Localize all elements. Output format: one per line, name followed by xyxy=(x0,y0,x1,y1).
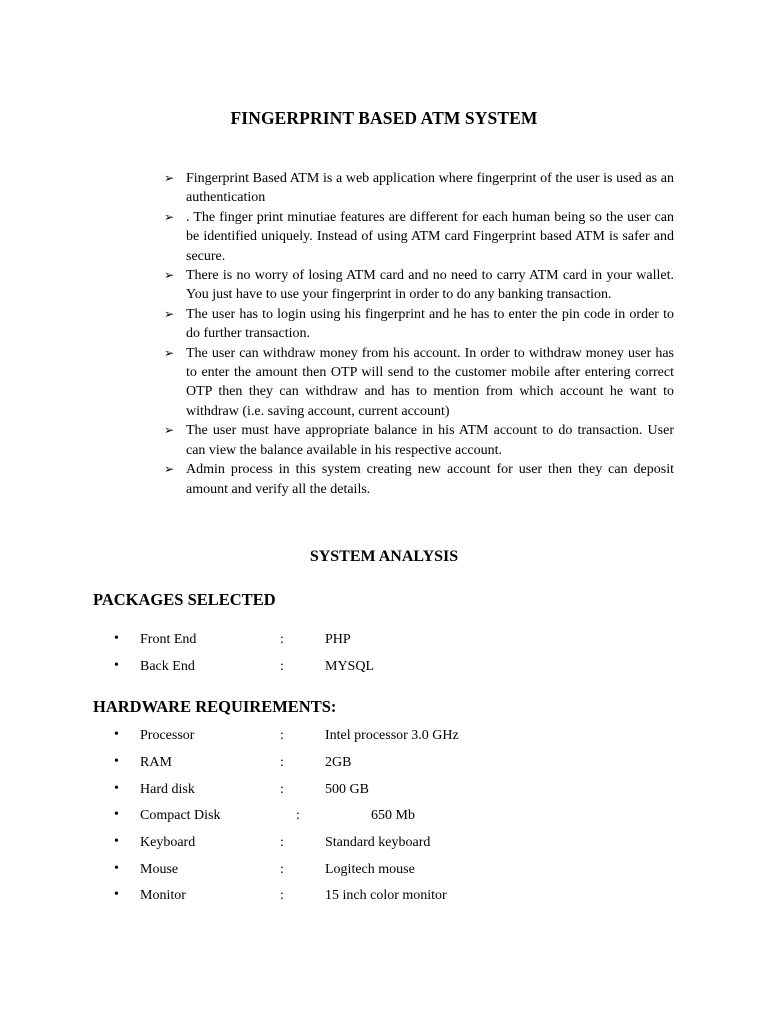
document-title: FINGERPRINT BASED ATM SYSTEM xyxy=(230,108,538,128)
spec-label: RAM xyxy=(140,755,172,770)
bullet-icon: • xyxy=(114,781,119,796)
spec-value: Logitech mouse xyxy=(325,862,415,877)
spec-row-ram xyxy=(114,755,674,775)
arrow-bullet-icon: ➢ xyxy=(164,462,175,477)
spec-colon: : xyxy=(280,835,284,850)
spec-row-monitor xyxy=(114,888,674,908)
spec-label: Hard disk xyxy=(140,782,195,797)
spec-colon: : xyxy=(280,659,284,674)
bullet-icon: • xyxy=(114,727,119,742)
spec-colon: : xyxy=(280,632,284,647)
spec-label: Compact Disk xyxy=(140,808,221,823)
spec-value: 500 GB xyxy=(325,782,369,797)
arrow-bullet-icon: ➢ xyxy=(164,423,175,438)
list-item xyxy=(164,460,674,499)
bullet-icon: • xyxy=(114,834,119,849)
spec-row-hard-disk xyxy=(114,782,674,802)
spec-label: Monitor xyxy=(140,888,186,903)
spec-value: Standard keyboard xyxy=(325,835,431,850)
list-item xyxy=(164,169,674,208)
system-analysis-heading: SYSTEM ANALYSIS xyxy=(309,548,459,565)
spec-colon: : xyxy=(280,782,284,797)
spec-label: Processor xyxy=(140,728,195,743)
arrow-bullet-icon: ➢ xyxy=(164,345,175,360)
spec-row-back-end xyxy=(114,659,674,679)
intro-bullet-list xyxy=(164,169,674,499)
spec-label: Mouse xyxy=(140,862,179,877)
spec-row-front-end xyxy=(114,632,674,652)
spec-colon: : xyxy=(280,862,284,877)
list-item-text: Admin process in this system creating new account for user then they can deposit amount and verify all the details. xyxy=(186,462,674,497)
bullet-icon: • xyxy=(114,807,119,822)
bullet-icon: • xyxy=(114,887,119,902)
spec-colon: : xyxy=(280,888,284,903)
list-item-text: The user has to login using his fingerprint and he has to enter the pin code in order to do further transaction. xyxy=(186,306,674,342)
spec-value: 650 Mb xyxy=(371,808,415,823)
spec-colon: : xyxy=(296,808,300,823)
hardware-requirements-heading: HARDWARE REQUIREMENTS: xyxy=(93,697,337,716)
list-item-text: . The finger print minutiae features are different for each human being so the user can be identified uniquely. Instead of using ATM card Fingerprint based ATM is safer and secure. xyxy=(186,209,674,264)
bullet-icon: • xyxy=(114,861,119,876)
spec-value: PHP xyxy=(325,632,351,647)
list-item xyxy=(164,208,674,266)
spec-row-compact-disk xyxy=(114,808,674,828)
bullet-icon: • xyxy=(114,754,119,769)
spec-colon: : xyxy=(280,728,284,743)
spec-row-keyboard xyxy=(114,835,674,855)
spec-label: Back End xyxy=(140,659,195,674)
spec-value: 2GB xyxy=(325,755,352,770)
arrow-bullet-icon: ➢ xyxy=(164,268,175,283)
list-item xyxy=(164,266,674,305)
list-item xyxy=(164,421,674,460)
spec-row-mouse xyxy=(114,862,674,882)
arrow-bullet-icon: ➢ xyxy=(164,171,175,185)
list-item xyxy=(164,344,674,422)
list-item xyxy=(164,305,674,344)
list-item-text: The user can withdraw money from his account. In order to withdraw money user has to enter the amount then OTP will send to the customer mobile after entering correct OTP then they can withdraw and has to mention from which account he want to withdraw (i.e. saving account, current account) xyxy=(186,345,674,419)
arrow-bullet-icon: ➢ xyxy=(164,209,175,224)
list-item-text: There is no worry of losing ATM card and no need to carry ATM card in your wallet. You just have to use your fingerprint in order to do any banking transaction. xyxy=(186,268,674,303)
spec-colon: : xyxy=(280,755,284,770)
spec-value: MYSQL xyxy=(325,659,375,674)
packages-selected-heading: PACKAGES SELECTED xyxy=(93,590,276,609)
list-item-text: The user must have appropriate balance in his ATM account to do transaction. User can view the balance available in his respective account. xyxy=(186,423,674,458)
spec-value: 15 inch color monitor xyxy=(325,888,447,903)
spec-label: Front End xyxy=(140,632,197,647)
spec-value: Intel processor 3.0 GHz xyxy=(325,728,459,743)
spec-label: Keyboard xyxy=(140,835,196,850)
bullet-icon: • xyxy=(114,658,119,673)
bullet-icon: • xyxy=(114,631,119,646)
arrow-bullet-icon: ➢ xyxy=(164,306,175,321)
list-item-text: Fingerprint Based ATM is a web application where fingerprint of the user is used as an authentication xyxy=(186,171,674,206)
spec-row-processor xyxy=(114,728,674,748)
